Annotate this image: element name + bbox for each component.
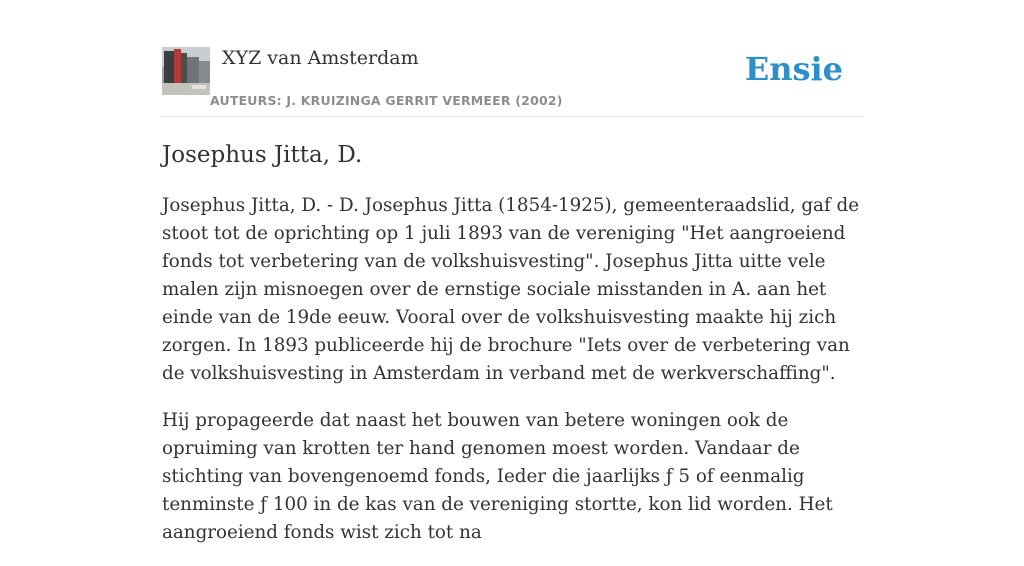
entry-title: Josephus Jitta, D. — [162, 142, 363, 168]
entry-body — [162, 192, 862, 566]
source-title[interactable]: XYZ van Amsterdam — [222, 47, 419, 69]
entry-paragraph: Hij propageerde dat naast het bouwen van betere woningen ook de opruiming van krotten ter hand genomen moest worden. Vandaar de stichting van bovengenoemd fonds, Ieder die jaarlijks ƒ 5 of eenmalig tenminste ƒ 100 in de kas van de vereniging stortte, kon lid worden. Het aangroeiend fonds wist zich tot na — [162, 410, 833, 543]
amsterdam-photo-icon — [162, 47, 210, 95]
entry-header — [162, 46, 862, 117]
ensie-logo[interactable]: Ensie — [744, 50, 843, 88]
source-authors: AUTEURS: J. KRUIZINGA GERRIT VERMEER (2002) — [210, 93, 563, 108]
entry-paragraph: Josephus Jitta, D. - D. Josephus Jitta (1854-1925), gemeenteraadslid, gaf de stoot tot de oprichting op 1 juli 1893 van de vereniging "Het aangroeiend fonds tot verbetering van de volkshuisvesting". Josephus Jitta uitte vele malen zijn misnoegen over de ernstige sociale misstanden in A. aan het einde van de 19de eeuw. Vooral over de volkshuisvesting maakte hij zich zorgen. In 1893 publiceerde hij de brochure "Iets over de verbetering van de volkshuisvesting in Amsterdam in verband met de werkverschaffing". — [162, 195, 860, 384]
source-avatar[interactable] — [162, 47, 210, 95]
